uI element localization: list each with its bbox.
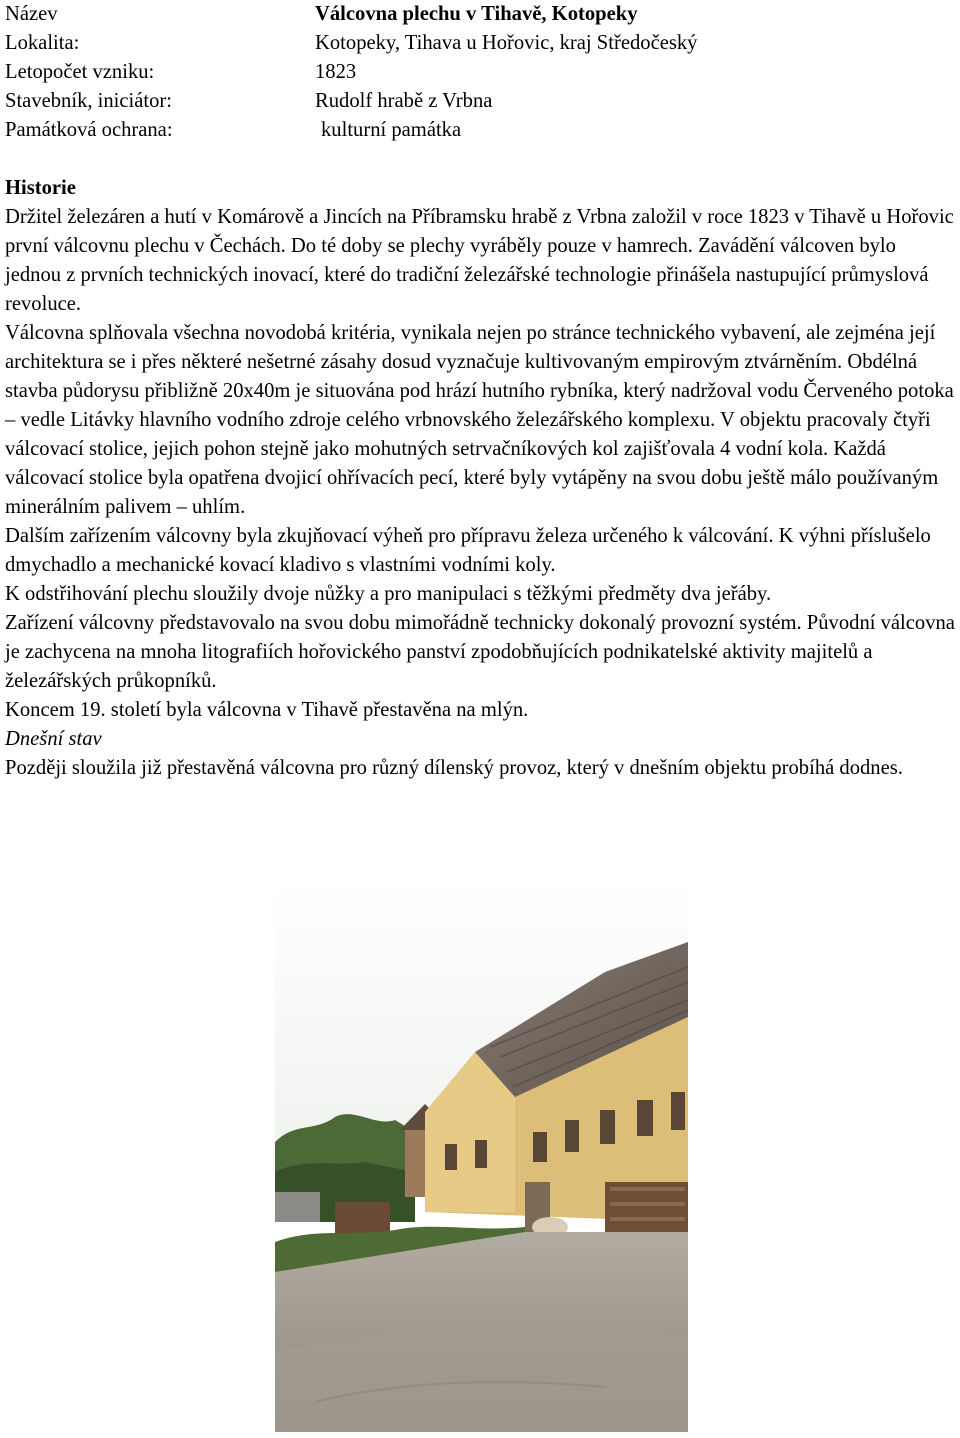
history-paragraph: Dalším zařízením válcovny byla zkujňovací výheň pro přípravu železa určeného k válcování. K výhni příslušelo dmychadlo a mechanické kovací kladivo s vlastními vodními koly. <box>5 525 931 576</box>
meta-row-protection <box>5 116 955 145</box>
history-paragraph: Válcovna splňovala všechna novodobá kritéria, vynikala nejen po stránce technického vybavení, ale zejména její architektura se i přes některé nešetrné zásahy dosud vyznačuje kultivovaným empirovým ztvárněním. Obdélná stavba půdorysu přibližně 20x40m je situována pod hrází hutního rybníka, který nadržoval vodu Červeného potoka – vedle Litávky hlavního vodního zdroje celého vrbnovského železářského komplexu. V objektu pracovaly čtyři válcovací stolice, jejich pohon stejně jako mohutných setrvačníkových kol zajišťovala 4 vodní kola. Každá válcovací stolice byla opatřena dvojicí ohřívacích pecí, které byly vytápěny na svou dobu ještě málo používaným minerálním palivem – uhlím. <box>5 322 954 518</box>
meta-row-year <box>5 58 955 87</box>
monument-title: Válcovna plechu v Tihavě, Kotopeky <box>315 3 638 25</box>
spacer <box>5 145 955 174</box>
meta-label: Letopočet vzniku: <box>5 61 155 83</box>
history-paragraph: Koncem 19. století byla válcovna v Tihavě přestavěna na mlýn. <box>5 699 529 721</box>
meta-table <box>5 0 955 145</box>
meta-label: Památková ochrana: <box>5 119 173 141</box>
meta-value: Kotopeky, Tihava u Hořovic, kraj Středočeský <box>315 32 698 54</box>
meta-row-builder <box>5 87 955 116</box>
history-paragraph: Zařízení válcovny představovalo na svou dobu mimořádně technicky dokonalý provozní systém. Původní válcovna je zachycena na mnoha litografiích hořovického panství zpodobňujících podnikatelské aktivity majitelů a železářských průkopníků. <box>5 612 955 692</box>
meta-value: 1823 <box>315 61 357 83</box>
history-paragraph: K odstřihování plechu sloužily dvoje nůžky a pro manipulaci s těžkými předměty dva jeřáby. <box>5 583 772 605</box>
meta-label: Lokalita: <box>5 32 80 54</box>
meta-label: Název <box>5 3 58 25</box>
building-photo <box>275 882 688 1432</box>
meta-value: Rudolf hrabě z Vrbna <box>315 90 493 112</box>
history-paragraph: Držitel železáren a hutí v Komárově a Jincích na Příbramsku hrabě z Vrbna založil v roce 1823 v Tihavě u Hořovic první válcovnu plechu v Čechách. Do té doby se plechy vyráběly pouze v hamrech. Zavádění válcoven bylo jednou z prvních technických inovací, které do tradiční železářské technologie přinášela nastupující průmyslová revoluce. <box>5 206 954 315</box>
history-heading: Historie <box>5 177 76 199</box>
document-page <box>5 0 955 783</box>
current-state-heading: Dnešní stav <box>5 728 102 750</box>
meta-row-name <box>5 0 955 29</box>
meta-row-location <box>5 29 955 58</box>
current-state-paragraph: Později sloužila již přestavěná válcovna pro různý dílenský provoz, který v dnešním objektu probíhá dodnes. <box>5 757 903 779</box>
meta-value: kulturní památka <box>321 119 462 141</box>
meta-label: Stavebník, iniciátor: <box>5 90 173 112</box>
